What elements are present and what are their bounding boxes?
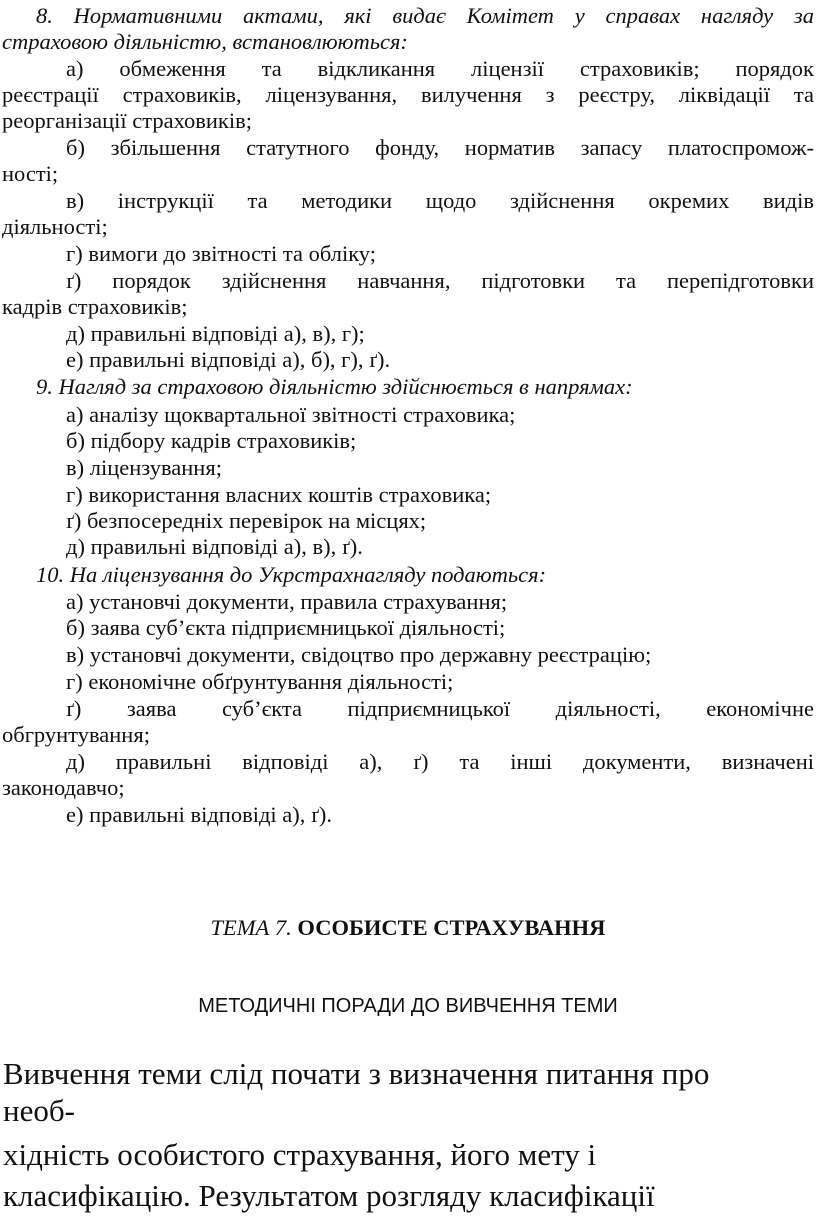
- q9-option-b: б) підбору кадрів страховиків;: [66, 428, 357, 453]
- q8-option-c-line-2: діяльності;: [2, 214, 108, 239]
- question-9: 9. Нагляд за страховою діяльністю здійснюється в напрямах:: [36, 374, 633, 399]
- intro-line-1: Вивчення теми слід почати з визначення питання про: [3, 1056, 710, 1091]
- topic-heading: [0, 915, 816, 941]
- q8-option-e-line-2: кадрів страховиків;: [2, 294, 188, 319]
- q8-option-a-line-1: а) обмеження та відкликання ліцензії страховиків; порядок: [66, 56, 814, 81]
- q10-option-f-line-1: д) правильні відповіді а), ґ) та інші документи, визначені: [66, 749, 814, 774]
- q8-option-b-line-2: ності;: [2, 161, 59, 186]
- q8-option-g: е) правильні відповіді а), б), г), ґ).: [66, 347, 391, 372]
- q8-option-a-line-3: реорганізації страховиків;: [2, 108, 252, 133]
- topic-prefix: ТЕМА 7.: [210, 915, 292, 940]
- q10-option-e-line-2: обгрунтування;: [2, 722, 150, 747]
- q8-option-d: г) вимоги до звітності та обліку;: [66, 241, 377, 266]
- q10-option-d: г) економічне обґрунтування діяльності;: [66, 669, 454, 694]
- q9-option-d: г) використання власних коштів страховика;: [66, 482, 492, 507]
- q8-option-c-line-1: в) інструкції та методики щодо здійснення окремих видів: [66, 188, 814, 213]
- q9-option-f: д) правильні відповіді а), в), ґ).: [66, 534, 363, 559]
- q9-option-a: а) аналізу щоквартальної звітності страховика;: [66, 402, 516, 427]
- q8-option-e-line-1: ґ) порядок здійснення навчання, підготовки та перепідготовки: [66, 268, 814, 293]
- intro-line-3: хідність особистого страхування, його мету і: [3, 1137, 597, 1172]
- q8-option-a-line-2: реєстрації страховиків, ліцензування, вилучення з реєстру, ліквідації та: [2, 82, 814, 107]
- topic-title: ОСОБИСТЕ СТРАХУВАННЯ: [297, 915, 606, 940]
- q8-option-b-line-1: б) збільшення статутного фонду, норматив запасу платоспромож-: [66, 135, 814, 160]
- question-8-line-2: страховою діяльністю, встановлюються:: [2, 29, 408, 54]
- q10-option-c: в) установчі документи, свідоцтво про державну реєстрацію;: [66, 642, 652, 667]
- q10-option-b: б) заява суб’єкта підприємницької діяльності;: [66, 615, 506, 640]
- q8-option-f: д) правильні відповіді а), в), г);: [66, 321, 365, 346]
- intro-line-4: класифікацію. Результатом розгляду класифікації: [3, 1178, 655, 1213]
- methodical-subheading: МЕТОДИЧНІ ПОРАДИ ДО ВИВЧЕННЯ ТЕМИ: [198, 995, 618, 1017]
- question-8-line-1: 8. Нормативними актами, які видає Комітет у справах нагляду за: [36, 3, 814, 28]
- q10-option-a: а) установчі документи, правила страхування;: [66, 589, 508, 614]
- q10-option-g: е) правильні відповіді а), ґ).: [66, 802, 333, 827]
- q9-option-e: ґ) безпосередніх перевірок на місцях;: [66, 508, 427, 533]
- q10-option-e-line-1: ґ) заява суб’єкта підприємницької діяльності, економічне: [66, 696, 814, 721]
- q10-option-f-line-2: законодавчо;: [2, 775, 125, 800]
- question-10: 10. На ліцензування до Укрстрахнагляду подаються:: [36, 562, 547, 587]
- intro-line-2: необ-: [3, 1093, 75, 1128]
- q9-option-c: в) ліцензування;: [66, 455, 222, 480]
